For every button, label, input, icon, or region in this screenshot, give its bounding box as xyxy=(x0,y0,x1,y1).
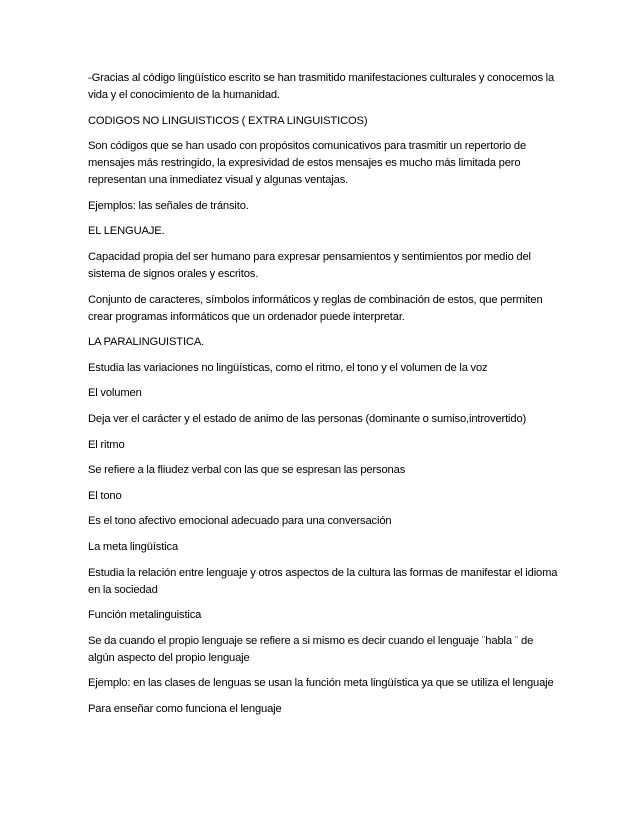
heading-codigos-no-linguisticos: CODIGOS NO LINGUISTICOS ( EXTRA LINGUISTICOS) xyxy=(88,114,368,127)
paragraph-para-ensenar: Para enseñar como funciona el lenguaje xyxy=(88,702,282,715)
heading-volumen: El volumen xyxy=(88,387,142,400)
paragraph-volumen: Deja ver el carácter y el estado de animo de las personas (dominante o sumiso,introvertido) xyxy=(88,412,527,425)
heading-el-lenguaje: EL LENGUAJE. xyxy=(88,225,165,238)
heading-tono: El tono xyxy=(88,489,122,502)
paragraph-capacidad: Capacidad propia del ser humano para expresar pensamientos y sentimientos por medio del sistema de signos orales y escritos. xyxy=(88,250,531,280)
heading-paralinguistica: LA PARALINGUISTICA. xyxy=(88,336,205,349)
paragraph-ejemplo-clases: Ejemplo: en las clases de lenguas se usan la función meta lingüística ya que se utiliza el lenguaje xyxy=(88,677,554,690)
paragraph-intro: -Gracias al código lingüístico escrito se han trasmitido manifestaciones culturales y conocemos la vida y el conocimiento de la humanidad. xyxy=(88,72,555,101)
paragraph-conjunto: Conjunto de caracteres, símbolos informáticos y reglas de combinación de estos, que permiten crear programas informáticos que un ordenador puede interpretar. xyxy=(88,293,543,323)
paragraph-tono: Es el tono afectivo emocional adecuado para una conversación xyxy=(88,515,392,528)
paragraph-ritmo: Se refiere a la fliudez verbal con las que se espresan las personas xyxy=(88,464,406,477)
paragraph-funcion-metalinguistica: Se da cuando el propio lenguaje se refiere a si mismo es decir cuando el lenguaje ¨habla ¨ de algún aspecto del propio lenguaje xyxy=(88,634,534,664)
heading-meta-linguistica: La meta lingüística xyxy=(88,540,179,553)
heading-ritmo: El ritmo xyxy=(88,438,125,451)
paragraph-ejemplos: Ejemplos: las señales de tránsito. xyxy=(88,199,249,212)
heading-funcion-metalinguistica: Función metalinguistica xyxy=(88,609,202,622)
paragraph-meta-linguistica: Estudia la relación entre lenguaje y otros aspectos de la cultura las formas de manifestar el idioma en la sociedad xyxy=(88,566,558,596)
paragraph-estudia-variaciones: Estudia las variaciones no lingüísticas, como el ritmo, el tono y el volumen de la voz xyxy=(88,361,488,374)
paragraph-codigos: Son códigos que se han usado con propósitos comunicativos para trasmitir un repertorio de mensajes más restringido, la expresividad de estos mensajes es mucho más limitada pero representan una inmediatez visual y algunas ventajas. xyxy=(88,140,527,187)
document-body xyxy=(88,70,558,726)
